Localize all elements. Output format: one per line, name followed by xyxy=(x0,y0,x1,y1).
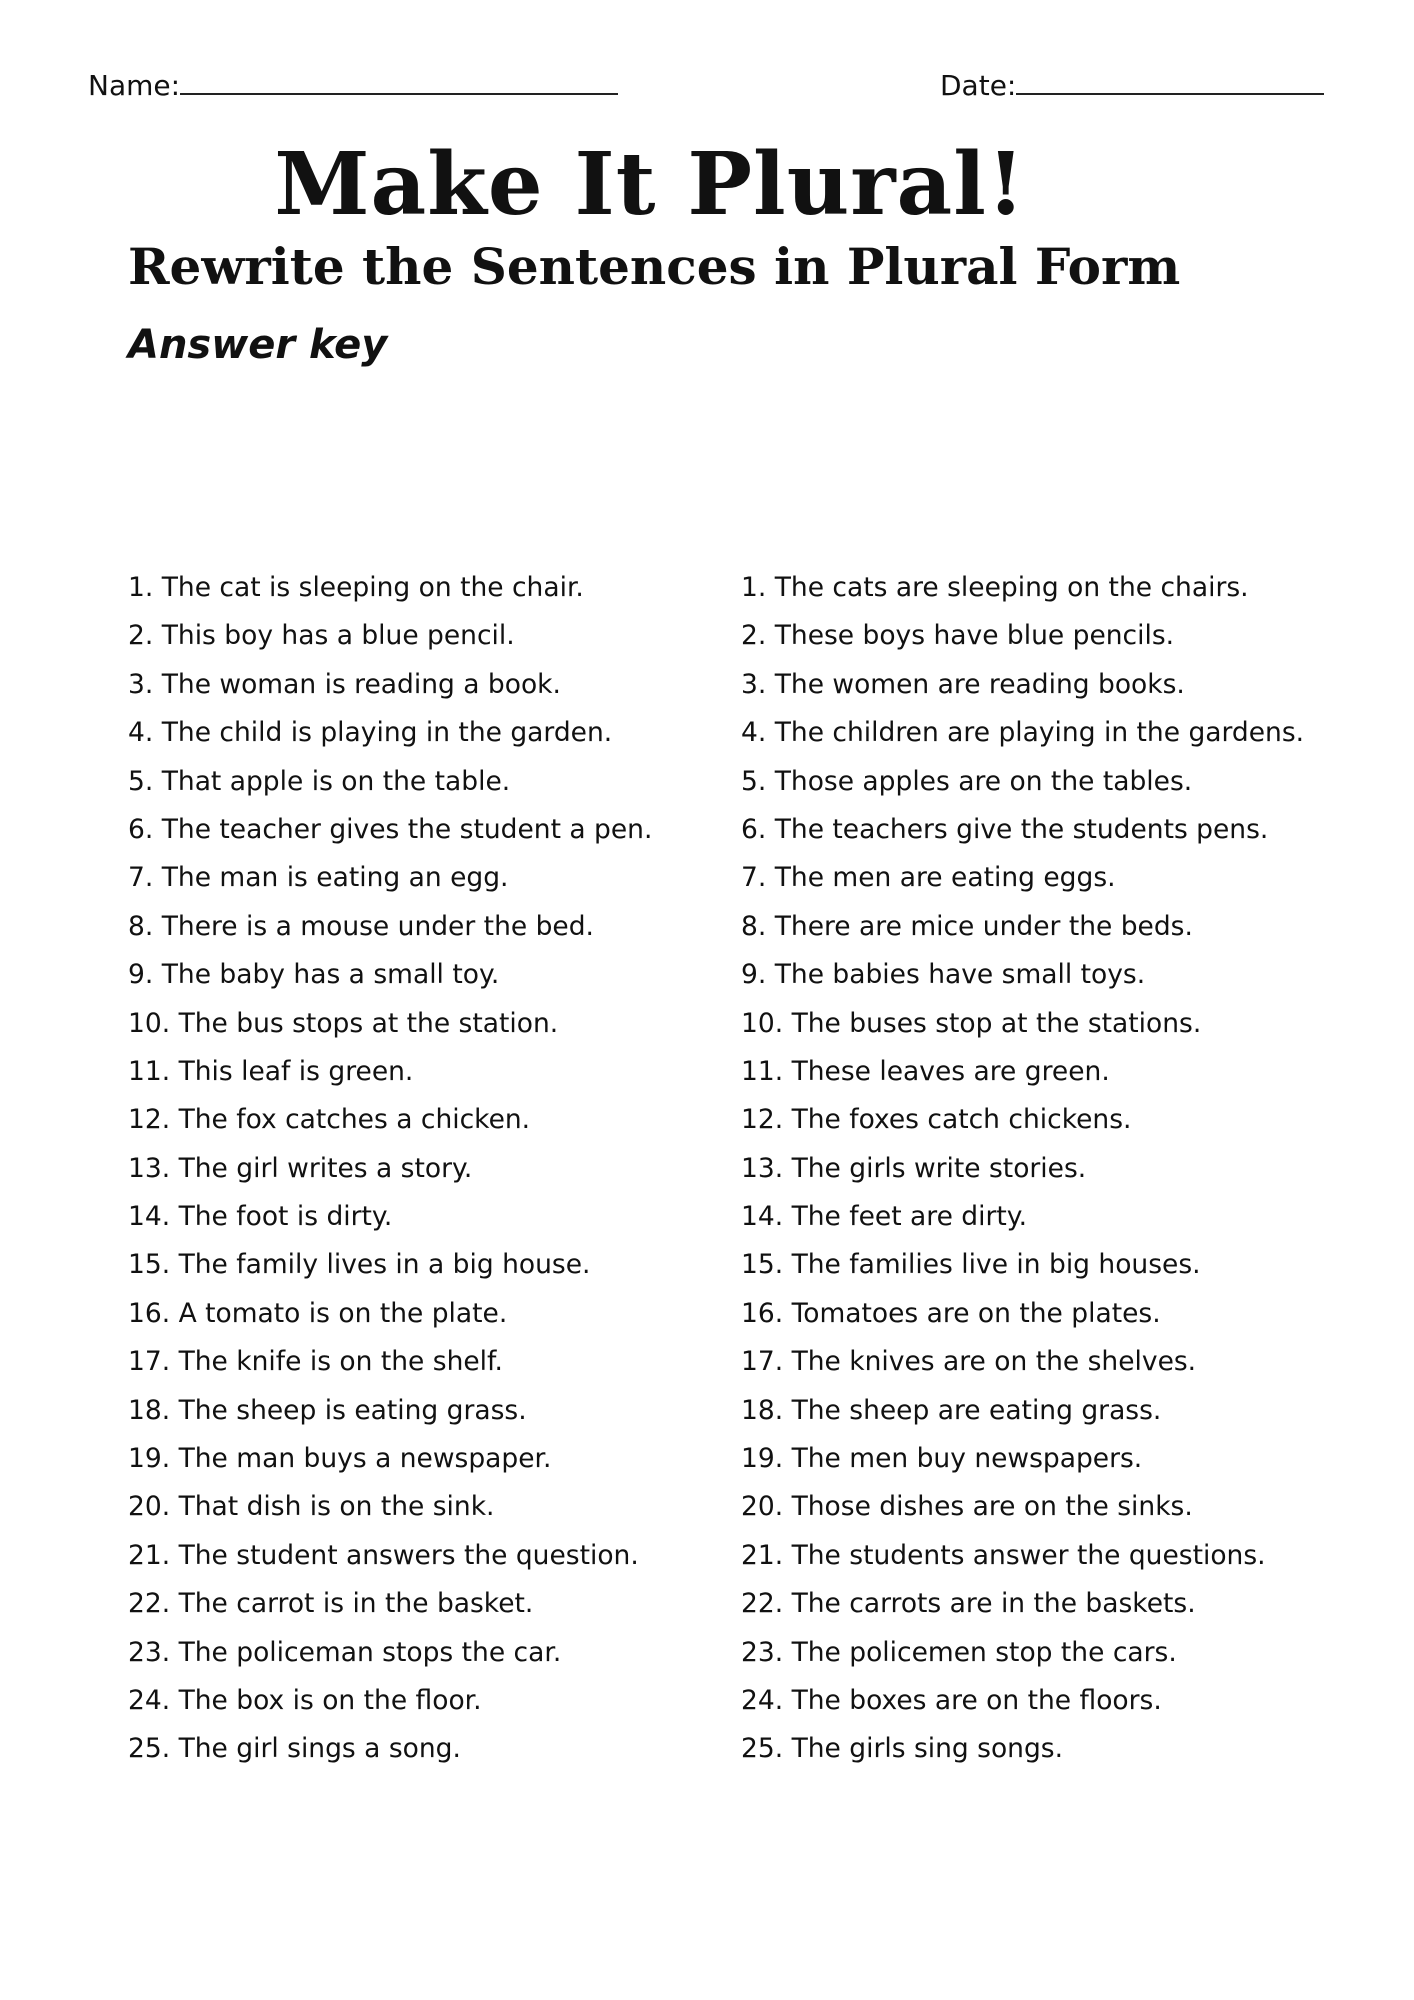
plural-answer: 9. The babies have small toys. xyxy=(741,959,1146,991)
singular-sentence: 21. The student answers the question. xyxy=(128,1539,639,1571)
singular-sentence: 24. The box is on the floor. xyxy=(128,1684,482,1716)
singular-sentence: 14. The foot is dirty. xyxy=(128,1201,393,1233)
singular-sentence: 19. The man buys a newspaper. xyxy=(128,1443,552,1475)
singular-sentence: 15. The family lives in a big house. xyxy=(128,1249,591,1281)
singular-sentence-list xyxy=(128,564,652,1774)
page-subtitle: Rewrite the Sentences in Plural Form xyxy=(128,237,1181,296)
page-title: Make It Plural! xyxy=(274,134,1026,235)
plural-answer: 21. The students answer the questions. xyxy=(741,1539,1266,1571)
plural-answer: 20. Those dishes are on the sinks. xyxy=(741,1491,1193,1523)
plural-answer: 4. The children are playing in the gardens. xyxy=(741,717,1305,749)
plural-answer: 13. The girls write stories. xyxy=(741,1152,1087,1184)
plural-answer: 11. These leaves are green. xyxy=(741,1055,1110,1087)
singular-sentence: 13. The girl writes a story. xyxy=(128,1152,473,1184)
name-blank-line[interactable] xyxy=(180,67,618,95)
plural-answer: 6. The teachers give the students pens. xyxy=(741,813,1269,845)
singular-sentence: 16. A tomato is on the plate. xyxy=(128,1297,508,1329)
singular-sentence: 23. The policeman stops the car. xyxy=(128,1636,562,1668)
answer-key-label: Answer key xyxy=(128,322,388,368)
singular-sentence: 12. The fox catches a chicken. xyxy=(128,1104,531,1136)
singular-sentence: 25. The girl sings a song. xyxy=(128,1733,461,1765)
singular-sentence: 20. That dish is on the sink. xyxy=(128,1491,495,1523)
singular-sentence: 18. The sheep is eating grass. xyxy=(128,1394,527,1426)
name-field[interactable] xyxy=(88,66,618,106)
worksheet-header xyxy=(88,66,1328,106)
name-label: Name: xyxy=(88,69,181,102)
singular-sentence: 6. The teacher gives the student a pen. xyxy=(128,813,653,845)
singular-sentence: 22. The carrot is in the basket. xyxy=(128,1588,534,1620)
plural-answer: 18. The sheep are eating grass. xyxy=(741,1394,1162,1426)
singular-sentence: 1. The cat is sleeping on the chair. xyxy=(128,572,584,603)
singular-sentence: 11. This leaf is green. xyxy=(128,1055,414,1087)
plural-answer: 25. The girls sing songs. xyxy=(741,1733,1064,1765)
plural-answer: 14. The feet are dirty. xyxy=(741,1201,1028,1233)
plural-answer: 10. The buses stop at the stations. xyxy=(741,1007,1202,1039)
plural-answer: 22. The carrots are in the baskets. xyxy=(741,1588,1196,1620)
plural-answer: 17. The knives are on the shelves. xyxy=(741,1346,1197,1378)
plural-answer-list xyxy=(741,564,1304,1774)
singular-sentence: 3. The woman is reading a book. xyxy=(128,668,561,700)
singular-sentence: 8. There is a mouse under the bed. xyxy=(128,910,594,942)
plural-answer: 7. The men are eating eggs. xyxy=(741,862,1116,894)
plural-answer: 3. The women are reading books. xyxy=(741,668,1185,700)
date-label: Date: xyxy=(940,69,1017,102)
singular-sentence: 7. The man is eating an egg. xyxy=(128,862,509,894)
plural-answer: 16. Tomatoes are on the plates. xyxy=(741,1297,1161,1329)
plural-answer: 15. The families live in big houses. xyxy=(741,1249,1201,1281)
singular-sentence: 2. This boy has a blue pencil. xyxy=(128,620,515,652)
plural-answer: 19. The men buy newspapers. xyxy=(741,1443,1143,1475)
singular-sentence: 9. The baby has a small toy. xyxy=(128,959,500,991)
plural-answer: 8. There are mice under the beds. xyxy=(741,910,1193,942)
plural-answer: 23. The policemen stop the cars. xyxy=(741,1636,1177,1668)
plural-answer: 24. The boxes are on the floors. xyxy=(741,1684,1162,1716)
singular-sentence: 17. The knife is on the shelf. xyxy=(128,1346,503,1378)
plural-answer: 2. These boys have blue pencils. xyxy=(741,620,1175,652)
plural-answer: 1. The cats are sleeping on the chairs. xyxy=(741,572,1249,603)
plural-answer: 12. The foxes catch chickens. xyxy=(741,1104,1132,1136)
singular-sentence: 4. The child is playing in the garden. xyxy=(128,717,613,749)
singular-sentence: 5. That apple is on the table. xyxy=(128,765,511,797)
plural-answer: 5. Those apples are on the tables. xyxy=(741,765,1193,797)
date-field[interactable] xyxy=(940,66,1324,106)
singular-sentence: 10. The bus stops at the station. xyxy=(128,1007,559,1039)
date-blank-line[interactable] xyxy=(1016,67,1324,95)
